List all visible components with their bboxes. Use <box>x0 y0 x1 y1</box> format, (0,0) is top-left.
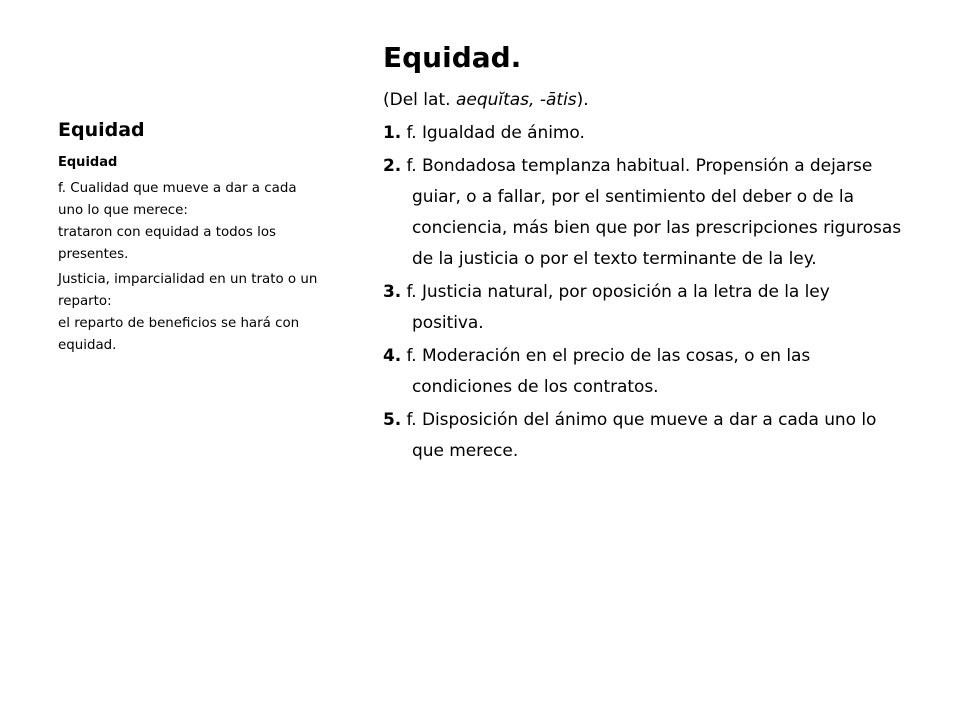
sense-4 <box>383 341 903 403</box>
etymology-latin: aequĭtas, -ātis <box>455 90 577 110</box>
left-sense-2-example-line-1: el reparto de beneficios se hará con <box>58 316 300 331</box>
left-sense-2-line-1: Justicia, imparcialidad en un trato o un <box>58 272 318 287</box>
sense-3 <box>383 277 903 339</box>
sense-3-text: f. Justicia natural, por oposición a la letra de la ley positiva. <box>401 282 830 333</box>
sense-2-text: f. Bondadosa templanza habitual. Propensión a dejarse guiar, o a fallar, por el sentimiento del deber o de la conciencia, más bien que por las prescripciones rigurosas de la justicia o por el texto terminante de la ley. <box>401 156 902 269</box>
etymology-prefix: (Del lat. <box>383 90 456 110</box>
right-definition-panel <box>383 36 903 469</box>
left-sense-1-line-1: f. Cualidad que mueve a dar a cada <box>58 181 297 196</box>
sense-4-text: f. Moderación en el precio de las cosas, o en las condiciones de los contratos. <box>401 346 811 397</box>
left-sense-1-line-2: uno lo que merece: <box>58 203 188 218</box>
sense-5-text: f. Disposición del ánimo que mueve a dar a cada uno lo que merece. <box>401 410 877 461</box>
sense-5-number: 5. <box>383 410 402 430</box>
left-sense-1-example-line-2: presentes. <box>58 247 129 262</box>
sense-2 <box>383 151 903 275</box>
sense-1 <box>383 118 903 149</box>
sense-2-number: 2. <box>383 156 402 176</box>
etymology <box>383 86 903 114</box>
sense-5 <box>383 405 903 467</box>
left-definition-panel <box>58 112 360 360</box>
left-sense-1-example-line-1: trataron con equidad a todos los <box>58 225 276 240</box>
left-sense-1 <box>58 178 360 266</box>
sense-1-text: f. Igualdad de ánimo. <box>401 123 585 143</box>
left-headword: Equidad <box>58 155 118 170</box>
right-title: Equidad. <box>383 41 522 74</box>
left-sense-2 <box>58 269 360 357</box>
etymology-suffix: ). <box>576 90 589 110</box>
sense-1-number: 1. <box>383 123 402 143</box>
left-title: Equidad <box>58 119 145 141</box>
sense-3-number: 3. <box>383 282 402 302</box>
left-sense-2-line-2: reparto: <box>58 294 112 309</box>
sense-4-number: 4. <box>383 346 402 366</box>
left-sense-2-example-line-2: equidad. <box>58 338 117 353</box>
